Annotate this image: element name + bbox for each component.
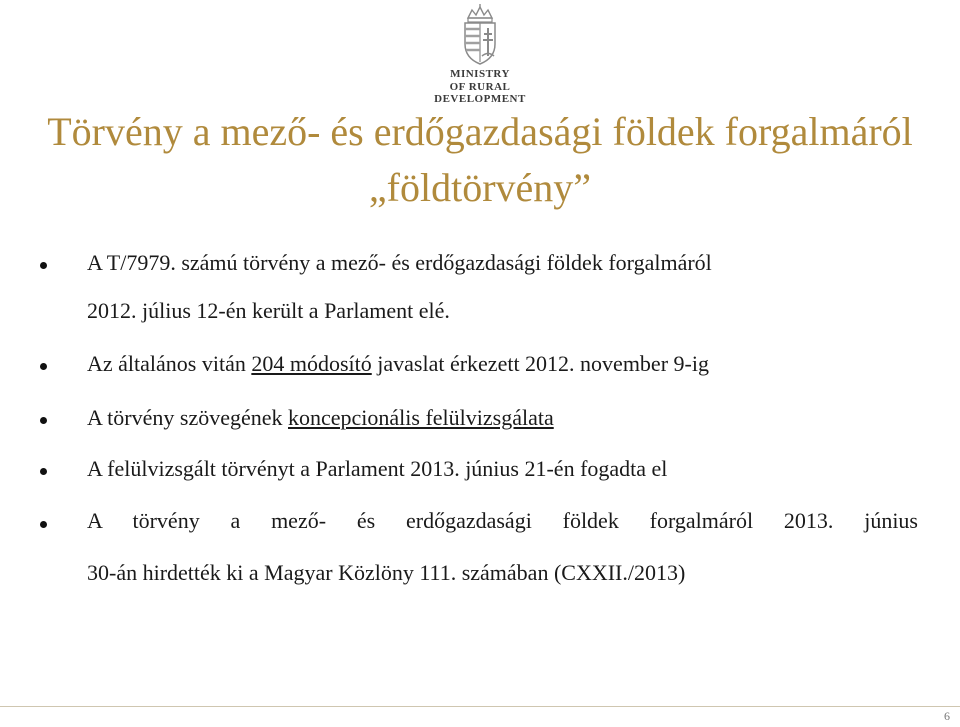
footer-divider (0, 706, 960, 707)
bullet-marker (40, 521, 47, 528)
logo-text-line1: MINISTRY (450, 68, 510, 80)
bullet-4-text: A felülvizsgált törvényt a Parlament 2013. június 21-én fogadta el (87, 456, 668, 481)
bullet-marker (40, 468, 47, 475)
bullet-5-line-1: A törvény a mező- és erdőgazdasági földek forgalmáról 2013. június (87, 508, 918, 533)
page-subtitle: „földtörvény” (368, 165, 592, 210)
page-number: 6 (944, 709, 950, 723)
bullet-3-underlined: koncepcionális felülvizsgálata (288, 405, 554, 430)
bullet-marker (40, 417, 47, 424)
bullet-3-text (87, 405, 554, 431)
bullet-1-line-2: 2012. július 12-én került a Parlament elé. (87, 298, 450, 323)
coat-of-arms-icon (458, 4, 502, 66)
bullet-marker (40, 262, 47, 269)
bullet-5-line-2: 30-án hirdették ki a Magyar Közlöny 111. számában (CXXII./2013) (87, 560, 686, 585)
bullet-marker (40, 363, 47, 370)
bullet-2-before: Az általános vitán (87, 351, 252, 376)
logo-text-line2: OF RURAL DEVELOPMENT (434, 81, 526, 105)
bullet-1-line-1: A T/7979. számú törvény a mező- és erdőgazdasági földek forgalmáról (87, 250, 712, 275)
bullet-2-underlined: 204 módosító (251, 351, 372, 376)
bullet-3-before: A törvény szövegének (87, 405, 288, 430)
bullet-2-text (87, 351, 709, 377)
page-title: Törvény a mező- és erdőgazdasági földek forgalmáról (47, 109, 913, 154)
bullet-2-after: javaslat érkezett 2012. november 9-ig (371, 351, 709, 376)
ministry-logo (405, 4, 555, 105)
